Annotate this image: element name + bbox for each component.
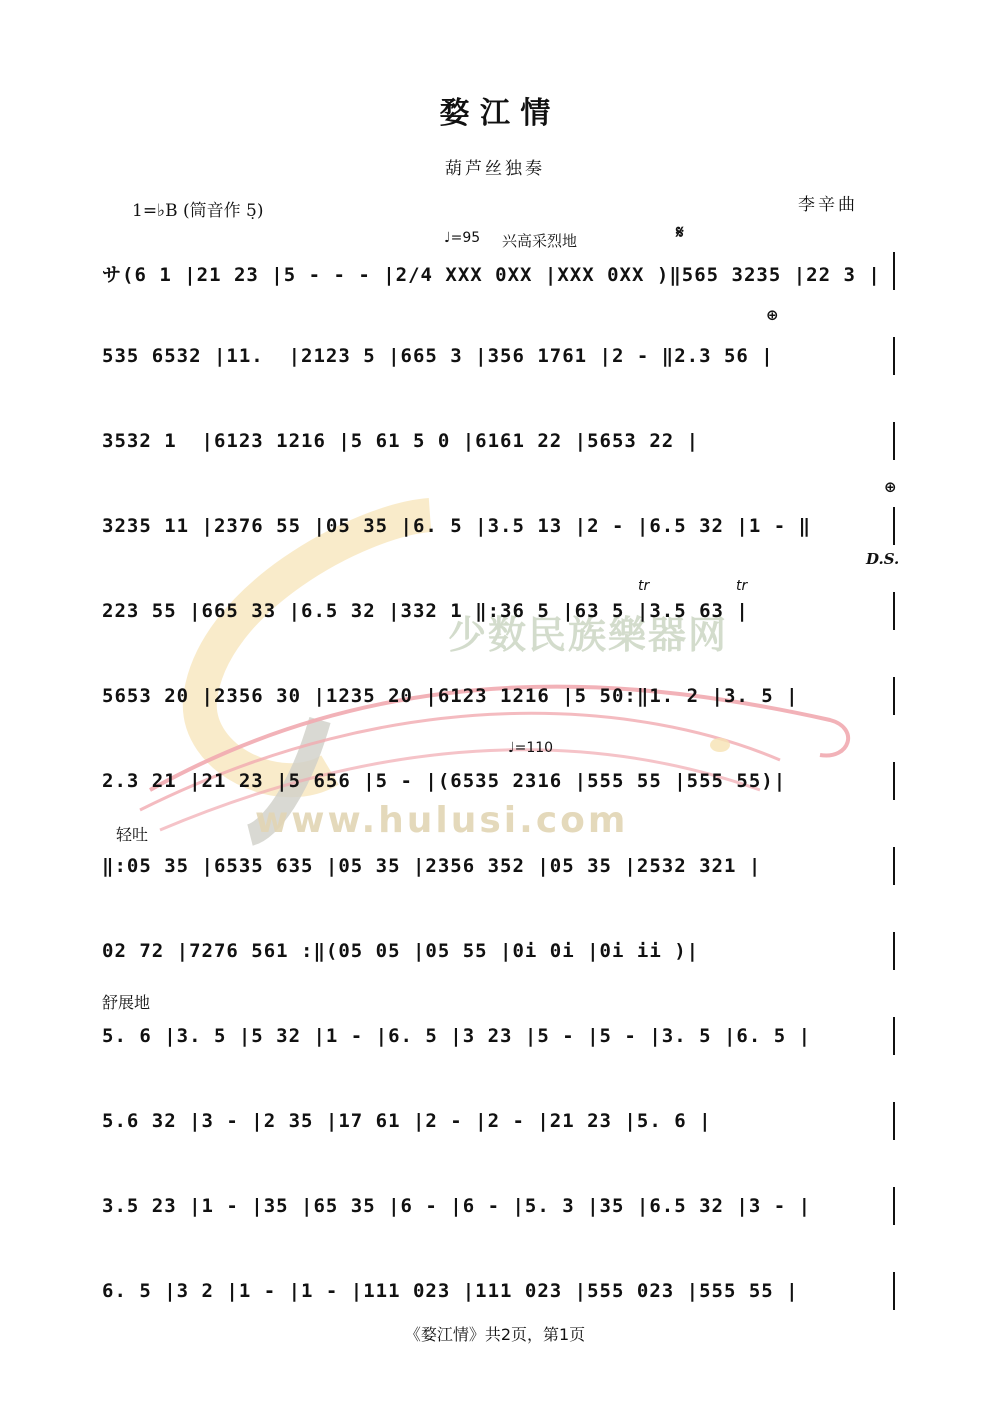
score-line: 3.5 23 |1 - |35 |65 35 |6 - |6 - |5. 3 |35 |6.5 32 |3 - |: [100, 1187, 895, 1227]
score-line: 535 6532 |11. |2123 5 |665 3 |356 1761 |2 - ‖2.3 56 |: [100, 337, 895, 377]
score-line: 5.6 32 |3 - |2 35 |17 61 |2 - |2 - |21 23 |5. 6 |: [100, 1102, 895, 1142]
page-subtitle: 葫芦丝独奏: [445, 159, 545, 179]
tempo-marking: ♩=95: [444, 230, 481, 246]
expression-marking: 舒展地: [102, 993, 151, 1012]
score-line: 3235 11 |2376 55 |05 35 |6. 5 |3.5 13 |2 - |6.5 32 |1 - ‖: [100, 507, 895, 547]
page-footer: 《婺江情》共2页，第1页: [404, 1325, 586, 1344]
score-line: 3532 1 |6123 1216 |5 61 5 0 |6161 22 |5653 22 |: [100, 422, 895, 462]
score-line: サ(6 1 |21 23 |5 - - - |2/4 XXX 0XX |XXX 0XX )‖565 3235 |22 3 |: [100, 252, 895, 292]
score-line: 6. 5 |3 2 |1 - |1 - |111 023 |111 023 |555 023 |555 55 |: [100, 1272, 895, 1312]
tempo-marking: ♩=110: [508, 740, 554, 756]
score-line: 223 55 |665 33 |6.5 32 |332 1 ‖:36 5 |63 5 |3.5 63 |: [100, 592, 895, 632]
watermark-text: 少数民族樂器网: [448, 613, 729, 657]
composer: 李辛曲: [798, 195, 858, 215]
page-title: 婺 江 情: [439, 96, 551, 131]
trill-marking: tr: [736, 578, 748, 594]
score-line: 5653 20 |2356 30 |1235 20 |6123 1216 |5 50:‖1. 2 |3. 5 |: [100, 677, 895, 717]
score-line: 02 72 |7276 561 :‖(05 05 |05 55 |0i 0i |0i ii )|: [100, 932, 895, 972]
style-marking: 兴高采烈地: [502, 232, 578, 250]
score-line: 2.3 21 |21 23 |5 656 |5 - |(6535 2316 |555 55 |555 55)|: [100, 762, 895, 802]
trill-marking: tr: [638, 578, 650, 594]
key-signature: 1=♭B (筒音作 5̣): [132, 201, 264, 221]
score-line: ‖:05 35 |6535 635 |05 35 |2356 352 |05 35 |2532 321 |: [100, 847, 895, 887]
expression-marking: 轻吐: [116, 825, 149, 844]
coda-icon: ⊕: [884, 478, 897, 496]
ds-marking: D.S.: [866, 550, 900, 568]
score-line: 5. 6 |3. 5 |5 32 |1 - |6. 5 |3 23 |5 - |5 - |3. 5 |6. 5 |: [100, 1017, 895, 1057]
segno-icon: 𝄋: [676, 222, 684, 243]
watermark-url: www.hulusi.com: [255, 800, 629, 841]
coda-icon: ⊕: [766, 306, 779, 324]
